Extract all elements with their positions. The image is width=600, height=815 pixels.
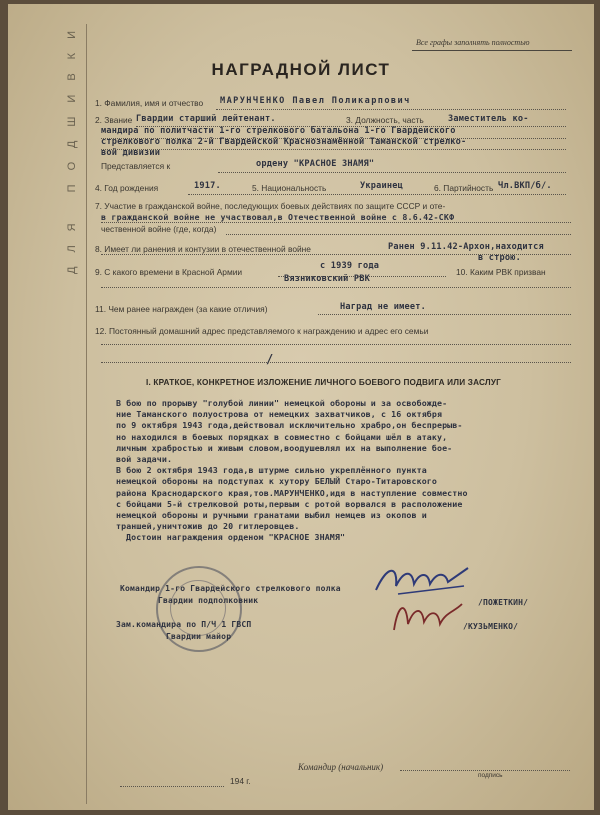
narrative-line: немецкой обороны на подступах к хутору БЕЛЫЙ Старо-Титаровского (116, 476, 437, 487)
document-title: НАГРАДНОЙ ЛИСТ (211, 60, 391, 79)
field-8-value-a: Ранен 9.11.42-Архон,находится (388, 242, 544, 252)
field-3-value-d: вой дивизии (101, 148, 161, 158)
field-12-line-b (101, 362, 571, 363)
binding-label: ДЛЯ ПОДШИВКИ (66, 17, 78, 274)
deputy-name: /КУЗЬМЕНКО/ (463, 622, 519, 631)
field-6-value: Чл.ВКП/б/. (498, 181, 552, 191)
field-1-line (216, 109, 566, 110)
field-10-line (101, 287, 571, 288)
narrative-line: но находился в боевых порядках в совместно с бойцами шёл в атаку, (116, 431, 448, 442)
commander-title: Командир 1-го Гвардейского стрелкового полка (120, 584, 341, 593)
footer-commander-label: Командир (начальник) (298, 762, 384, 772)
field-4-label: 4. Год рождения (95, 183, 159, 193)
field-3-value-c: стрелкового полка 2-й Гвардейской Краснознамённой Таманской стрелко- (101, 137, 467, 147)
field-1-label: 1. Фамилия, имя и отчество (95, 98, 204, 108)
presented-value: ордену "КРАСНОЕ ЗНАМЯ" (256, 159, 375, 169)
section-heading: I. КРАТКОЕ, КОНКРЕТНОЕ ИЗЛОЖЕНИЕ ЛИЧНОГО БОЕВОГО ПОДВИГА ИЛИ ЗАСЛУГ (146, 378, 501, 387)
footer-signature-caption: подпись (478, 772, 503, 779)
narrative-line: района Краснодарского края,тов.МАРУНЧЕНКО,идя в наступление совместно (116, 487, 468, 498)
deputy-title: Зам.командира по П/Ч 1 ГВСП (116, 620, 252, 629)
commander-name: /ПОЖЕТКИН/ (478, 598, 529, 607)
commander-rank: Гвардии подполковник (158, 596, 259, 605)
field-12-line-a (101, 344, 571, 345)
field-5-label: 5. Национальность (252, 183, 327, 193)
field-10-value: Вязниковский РВК (284, 274, 370, 284)
field-7-label-b: чественной войне (где, когда) (101, 224, 217, 234)
field-3-value-a: Заместитель ко- (448, 114, 529, 124)
field-8-value-b: в строю. (478, 253, 521, 263)
field-11-label: 11. Чем ранее награжден (за какие отличия) (95, 304, 268, 314)
narrative-line: вой задачи. (116, 454, 173, 464)
field-12-value: / (266, 352, 274, 366)
field-3-value-b: мандира по политчасти 1-го стрелкового батальона 1-го Гвардейского (101, 126, 456, 136)
narrative-line: личным храбростью и живым словом,воодушевлял их на выполнение бое- (116, 442, 453, 453)
field-7-label-a: 7. Участие в гражданской войне, последующих боевых действиях по защите СССР и оте- (95, 201, 446, 211)
field-5-value: Украинец (360, 181, 403, 191)
field-4-6-line (188, 194, 566, 195)
narrative-line: немецкой обороны и ручными гранатами выбил немцев из окопов и (116, 510, 427, 520)
field-7-line (101, 222, 571, 223)
narrative-line: В бою 2 октября 1943 года,в штурме сильно укреплённого пункта (116, 465, 427, 476)
field-3-label: 3. Должность, часть (346, 115, 424, 125)
note-underline (412, 50, 572, 51)
field-8-label: 8. Имеет ли ранения и контузии в отечественной войне (95, 244, 311, 254)
field-2-label: 2. Звание (95, 115, 133, 125)
field-1-value: МАРУНЧЕНКО Павел Поликарпович (220, 96, 411, 106)
field-3-line-c (101, 149, 566, 150)
field-11-value: Наград не имеет. (340, 302, 426, 312)
field-11-line (318, 314, 571, 315)
field-9-value: с 1939 года (320, 261, 380, 271)
narrative-line: траншей,уничтожив до 20 гитлеровцев. (116, 521, 300, 532)
deputy-signature (388, 594, 468, 639)
footer-commander-line (400, 770, 570, 771)
presented-label: Представляется к (101, 161, 171, 171)
field-4-value: 1917. (194, 181, 221, 191)
field-2-value: Гвардии старший лейтенант. (136, 114, 276, 124)
footer-date-line (120, 786, 224, 787)
field-10-label: 10. Каким РВК призван (456, 267, 546, 277)
field-12-label: 12. Постоянный домашний адрес представляемого к награждению и адрес его семьи (95, 326, 429, 336)
field-9-label: 9. С какого времени в Красной Армии (95, 267, 243, 277)
field-7-value: в гражданской войне не участвовал,в Отечественной войне с 8.6.42-СКФ (101, 212, 455, 222)
narrative-line: по 9 октября 1943 года,действовал исключительно храбро,он беспрерыв- (116, 420, 463, 431)
presented-line (218, 172, 566, 173)
footer-date-year: 194 г. (230, 776, 251, 786)
narrative-line: с бойцами 5-й стрелковой роты,первым с ротой ворвался в расположение (116, 498, 463, 509)
deputy-rank: Гвардии майор (166, 632, 232, 641)
award-sheet-page (8, 4, 594, 810)
binding-margin-rule (86, 24, 87, 804)
narrative-line: Достоин награждения орденом "КРАСНОЕ ЗНАМЯ" (126, 532, 346, 543)
narrative-line: В бою по прорыву "голубой линии" немецкой обороны и за освобожде- (116, 398, 448, 408)
field-7-line-b (226, 234, 571, 235)
fill-all-fields-note: Все графы заполнять полностью (416, 38, 530, 47)
narrative-line: ние Таманского полуострова от немецких захватчиков, с 16 октября (116, 409, 443, 420)
field-6-label: 6. Партийность (434, 183, 494, 193)
